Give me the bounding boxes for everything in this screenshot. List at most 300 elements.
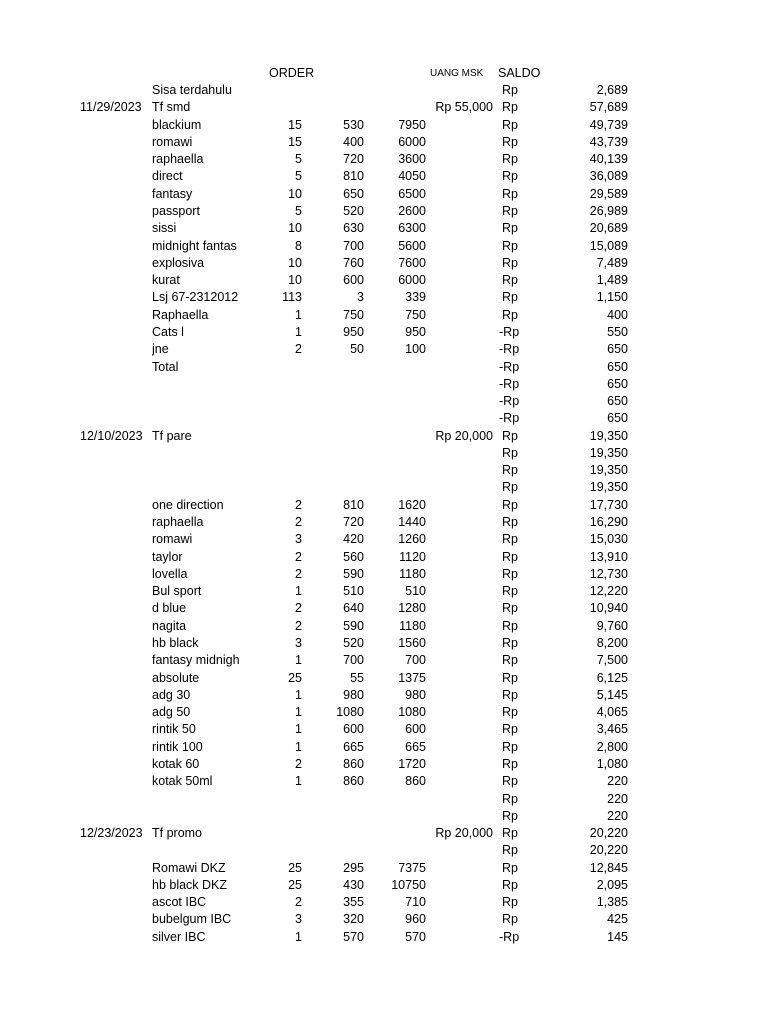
ledger-row	[0, 186, 768, 203]
row-item-name: kotak 50ml	[152, 774, 213, 789]
row-price: 55	[350, 670, 364, 685]
row-item-name: Romawi DKZ	[152, 860, 226, 875]
row-item-name: Total	[152, 359, 179, 374]
row-item-name: fantasy midnigh	[152, 653, 240, 668]
row-currency: Rp	[502, 877, 518, 892]
row-currency: Rp	[502, 204, 518, 218]
row-balance: 19,350	[589, 445, 628, 460]
ledger-row	[0, 82, 768, 99]
row-currency: -Rp	[499, 359, 520, 374]
row-item-name: adg 30	[152, 687, 191, 702]
row-price: 630	[343, 221, 364, 236]
ledger-row	[0, 911, 768, 928]
ledger-row	[0, 255, 768, 272]
row-balance: 5,145	[596, 687, 628, 702]
row-amount: 2600	[398, 204, 426, 218]
row-currency: Rp	[502, 843, 518, 858]
row-balance: 40,139	[589, 152, 628, 167]
ledger-row	[0, 99, 768, 116]
ledger-row	[0, 687, 768, 704]
row-price: 665	[343, 739, 364, 754]
row-qty: 15	[288, 134, 302, 149]
row-currency: Rp	[502, 445, 518, 460]
row-qty: 3	[295, 532, 302, 547]
row-item-name: Raphaella	[152, 307, 209, 322]
row-item-name: Sisa terdahulu	[152, 83, 232, 97]
row-amount: 3600	[398, 152, 426, 167]
row-amount: 7375	[398, 860, 426, 875]
row-balance: 17,730	[589, 497, 628, 512]
row-qty: 25	[288, 670, 302, 685]
row-currency: Rp	[502, 169, 518, 184]
row-currency: Rp	[502, 860, 518, 875]
row-item-name: explosiva	[152, 255, 205, 270]
row-balance: 15,030	[589, 532, 628, 547]
row-amount: 700	[405, 653, 426, 668]
ledger-row	[0, 842, 768, 859]
row-amount: 1280	[398, 601, 426, 616]
row-amount: 665	[405, 739, 426, 754]
row-amount: 1560	[398, 636, 426, 650]
row-currency: Rp	[502, 636, 518, 650]
row-amount: 4050	[398, 169, 426, 184]
row-price: 520	[343, 204, 364, 218]
row-qty: 2	[295, 756, 302, 771]
row-balance: 15,089	[589, 238, 628, 253]
row-price: 590	[343, 618, 364, 633]
row-currency: Rp	[502, 791, 518, 806]
ledger-row	[0, 428, 768, 445]
row-price: 560	[343, 549, 364, 564]
row-balance: 49,739	[589, 117, 628, 132]
row-currency: Rp	[502, 653, 518, 668]
row-qty: 1	[295, 584, 302, 599]
row-balance: 7,500	[596, 653, 628, 668]
row-amount: 1260	[398, 532, 426, 547]
row-amount: 6500	[398, 186, 426, 201]
row-item-name: rintik 50	[152, 722, 196, 737]
row-qty: 2	[295, 895, 302, 910]
row-currency: Rp	[502, 549, 518, 564]
row-qty: 10	[288, 221, 302, 236]
row-balance: 2,800	[596, 739, 628, 754]
row-item-name: Tf promo	[152, 826, 203, 840]
row-qty: 1	[295, 774, 302, 789]
row-qty: 2	[295, 566, 302, 581]
row-price: 650	[343, 186, 364, 201]
row-amount: 1180	[399, 566, 426, 581]
ledger-row	[0, 410, 768, 427]
row-amount: 6000	[398, 134, 426, 149]
ledger-row	[0, 393, 768, 410]
row-balance: 7,489	[596, 255, 628, 270]
row-price: 640	[343, 601, 364, 616]
ledger-row	[0, 756, 768, 773]
row-qty: 3	[295, 636, 302, 650]
row-currency: -Rp	[499, 411, 520, 426]
row-date: 12/10/2023	[80, 428, 143, 443]
ledger-row	[0, 894, 768, 911]
row-qty: 2	[295, 601, 302, 616]
row-amount: 6000	[398, 273, 426, 288]
ledger-row	[0, 289, 768, 306]
row-amount: 570	[405, 929, 426, 944]
row-amount: 860	[405, 774, 426, 789]
row-balance: 36,089	[589, 169, 628, 184]
row-qty: 1	[295, 722, 302, 737]
row-balance: 20,220	[589, 843, 628, 858]
row-currency: Rp	[502, 756, 518, 771]
ledger-row	[0, 670, 768, 687]
ledger-row	[0, 860, 768, 877]
ledger-row	[0, 445, 768, 462]
ledger-row	[0, 341, 768, 358]
row-balance: 19,350	[589, 480, 628, 495]
row-price: 320	[343, 912, 364, 927]
row-balance: 650	[607, 411, 628, 426]
ledger-row	[0, 739, 768, 756]
ledger-row	[0, 549, 768, 566]
row-amount: 1080	[398, 705, 426, 720]
row-currency: Rp	[502, 566, 518, 581]
row-qty: 5	[295, 169, 302, 184]
row-item-name: nagita	[152, 618, 187, 633]
row-qty: 2	[295, 497, 302, 512]
row-money-in: Rp 20,000	[435, 826, 493, 840]
row-balance: 2,689	[596, 83, 628, 97]
row-qty: 5	[295, 152, 302, 167]
ledger-row	[0, 721, 768, 738]
row-balance: 220	[607, 808, 628, 823]
row-currency: Rp	[502, 290, 518, 305]
row-balance: 26,989	[589, 204, 628, 218]
row-currency: Rp	[502, 722, 518, 737]
row-currency: Rp	[502, 774, 518, 789]
row-currency: -Rp	[499, 394, 520, 408]
row-price: 810	[343, 497, 364, 512]
row-item-name: adg 50	[152, 705, 191, 720]
ledger-row	[0, 514, 768, 531]
row-item-name: lovella	[152, 566, 188, 581]
ledger-row	[0, 203, 768, 220]
row-item-name: raphaella	[152, 515, 204, 529]
ledger-row	[0, 583, 768, 600]
row-price: 600	[343, 722, 364, 737]
row-price: 700	[343, 653, 364, 668]
row-currency: Rp	[502, 152, 518, 167]
row-balance: 425	[607, 912, 628, 927]
row-qty: 1	[295, 307, 302, 322]
row-qty: 3	[295, 912, 302, 927]
row-qty: 113	[282, 290, 302, 305]
ledger-row	[0, 652, 768, 669]
row-item-name: taylor	[152, 549, 183, 564]
row-price: 600	[343, 273, 364, 288]
row-item-name: absolute	[152, 670, 200, 685]
row-price: 430	[343, 877, 364, 892]
row-amount: 950	[405, 324, 426, 339]
ledger-row	[0, 220, 768, 237]
row-balance: 650	[607, 376, 628, 391]
row-currency: Rp	[502, 255, 518, 270]
row-qty: 5	[295, 204, 302, 218]
row-balance: 400	[607, 307, 628, 322]
row-balance: 4,065	[596, 705, 628, 720]
row-currency: Rp	[502, 238, 518, 253]
row-currency: Rp	[502, 739, 518, 754]
row-currency: Rp	[502, 83, 518, 97]
row-balance: 13,910	[589, 549, 628, 564]
row-qty: 2	[295, 515, 302, 529]
row-amount: 960	[405, 912, 426, 927]
row-balance: 220	[607, 791, 628, 806]
row-item-name: raphaella	[152, 152, 204, 167]
row-qty: 1	[295, 739, 302, 754]
row-currency: Rp	[502, 826, 518, 840]
row-item-name: ascot IBC	[152, 895, 207, 910]
row-balance: 650	[607, 359, 628, 374]
row-price: 980	[343, 687, 364, 702]
row-balance: 19,350	[589, 428, 628, 443]
ledger-row	[0, 566, 768, 583]
row-currency: Rp	[502, 532, 518, 547]
row-amount: 5600	[398, 238, 426, 253]
row-price: 720	[343, 515, 364, 529]
ledger-row	[0, 479, 768, 496]
row-amount: 6300	[398, 221, 426, 236]
row-price: 860	[343, 774, 364, 789]
row-balance: 20,689	[589, 221, 628, 236]
row-currency: Rp	[502, 584, 518, 599]
row-qty: 2	[295, 342, 302, 357]
row-price: 295	[343, 860, 364, 875]
row-amount: 750	[405, 307, 426, 322]
row-qty: 1	[295, 687, 302, 702]
row-currency: Rp	[502, 687, 518, 702]
ledger-row	[0, 168, 768, 185]
row-currency: Rp	[502, 117, 518, 132]
row-balance: 16,290	[589, 515, 628, 529]
row-qty: 8	[295, 238, 302, 253]
row-price: 760	[343, 255, 364, 270]
row-currency: Rp	[502, 912, 518, 927]
row-amount: 1120	[399, 549, 426, 564]
ledger-row	[0, 238, 768, 255]
row-amount: 600	[405, 722, 426, 737]
row-qty: 25	[288, 860, 302, 875]
row-currency: Rp	[502, 428, 518, 443]
row-balance: 1,385	[596, 895, 628, 910]
row-item-name: one direction	[152, 497, 224, 512]
row-balance: 12,220	[589, 584, 628, 599]
row-price: 520	[343, 636, 364, 650]
row-currency: Rp	[502, 307, 518, 322]
row-price: 810	[343, 169, 364, 184]
row-price: 400	[343, 134, 364, 149]
ledger-row	[0, 877, 768, 894]
row-price: 420	[343, 532, 364, 547]
row-money-in: Rp 55,000	[435, 100, 493, 115]
row-balance: 9,760	[596, 618, 628, 633]
row-item-name: Bul sport	[152, 584, 202, 599]
row-price: 510	[343, 584, 364, 599]
row-currency: Rp	[502, 100, 518, 115]
row-currency: Rp	[502, 895, 518, 910]
row-balance: 2,095	[596, 877, 628, 892]
ledger-row	[0, 376, 768, 393]
row-price: 750	[343, 307, 364, 322]
row-currency: Rp	[502, 808, 518, 823]
ledger-row	[0, 359, 768, 376]
row-balance: 1,489	[596, 273, 628, 288]
row-qty: 1	[295, 929, 302, 944]
row-price: 1080	[336, 705, 364, 720]
row-amount: 7950	[398, 117, 426, 132]
ledger-row	[0, 497, 768, 514]
row-price: 590	[343, 566, 364, 581]
row-balance: 29,589	[589, 186, 628, 201]
row-balance: 43,739	[589, 134, 628, 149]
ledger-row	[0, 929, 768, 946]
row-balance: 6,125	[596, 670, 628, 685]
row-currency: Rp	[502, 618, 518, 633]
row-currency: Rp	[502, 134, 518, 149]
row-item-name: Lsj 67-2312012	[152, 290, 239, 305]
row-balance: 1,080	[596, 756, 628, 771]
row-amount: 10750	[391, 877, 426, 892]
row-balance: 19,350	[589, 463, 628, 478]
row-item-name: romawi	[152, 532, 193, 547]
row-balance: 10,940	[589, 601, 628, 616]
row-currency: -Rp	[499, 929, 520, 944]
row-currency: -Rp	[499, 324, 520, 339]
row-price: 355	[343, 895, 364, 910]
ledger-row	[0, 531, 768, 548]
row-price: 3	[357, 290, 364, 305]
row-amount: 980	[405, 687, 426, 702]
row-amount: 1180	[399, 618, 426, 633]
row-item-name: sissi	[152, 221, 177, 236]
row-item-name: rintik 100	[152, 739, 203, 754]
ledger-row	[0, 791, 768, 808]
ledger-row	[0, 324, 768, 341]
row-item-name: blackium	[152, 117, 202, 132]
row-amount: 7600	[398, 255, 426, 270]
ledger-row	[0, 825, 768, 842]
ledger-row	[0, 151, 768, 168]
ledger-row	[0, 117, 768, 134]
row-qty: 1	[295, 653, 302, 668]
row-qty: 2	[295, 618, 302, 633]
row-item-name: silver IBC	[152, 929, 206, 944]
row-item-name: d blue	[152, 601, 187, 616]
header-saldo: SALDO	[498, 66, 541, 80]
row-balance: 12,730	[589, 566, 628, 581]
row-balance: 20,220	[589, 826, 628, 840]
row-date: 12/23/2023	[80, 826, 143, 840]
row-amount: 339	[405, 290, 426, 305]
ledger-row	[0, 307, 768, 324]
row-currency: Rp	[502, 186, 518, 201]
row-currency: Rp	[502, 515, 518, 529]
row-money-in: Rp 20,000	[435, 428, 493, 443]
row-item-name: fantasy	[152, 186, 193, 201]
row-qty: 15	[288, 117, 302, 132]
row-qty: 10	[288, 186, 302, 201]
row-item-name: kotak 60	[152, 756, 200, 771]
row-amount: 1720	[398, 756, 426, 771]
row-item-name: direct	[152, 169, 183, 184]
ledger-row	[0, 272, 768, 289]
row-item-name: romawi	[152, 134, 193, 149]
row-item-name: hb black	[152, 636, 199, 650]
row-currency: -Rp	[499, 342, 520, 357]
row-currency: Rp	[502, 480, 518, 495]
row-price: 860	[343, 756, 364, 771]
row-item-name: bubelgum IBC	[152, 912, 232, 927]
ledger-row	[0, 773, 768, 790]
row-balance: 650	[607, 394, 628, 408]
row-qty: 10	[288, 273, 302, 288]
row-item-name: jne	[152, 342, 169, 357]
row-amount: 100	[405, 342, 426, 357]
row-balance: 57,689	[589, 100, 628, 115]
row-price: 530	[343, 117, 364, 132]
row-item-name: kurat	[152, 273, 180, 288]
row-price: 720	[343, 152, 364, 167]
row-balance: 220	[607, 774, 628, 789]
row-price: 950	[343, 324, 364, 339]
row-currency: Rp	[502, 221, 518, 236]
row-balance: 12,845	[589, 860, 628, 875]
row-date: 11/29/2023	[80, 100, 142, 115]
row-qty: 2	[295, 549, 302, 564]
row-amount: 710	[405, 895, 426, 910]
row-price: 50	[350, 342, 364, 357]
row-balance: 3,465	[596, 722, 628, 737]
row-item-name: Cats l	[152, 324, 184, 339]
row-balance: 550	[607, 324, 628, 339]
row-amount: 1375	[398, 670, 426, 685]
row-currency: Rp	[502, 463, 518, 478]
row-qty: 1	[295, 705, 302, 720]
row-currency: Rp	[502, 705, 518, 720]
row-balance: 145	[607, 929, 628, 944]
row-currency: Rp	[502, 601, 518, 616]
row-qty: 25	[288, 877, 302, 892]
row-price: 700	[343, 238, 364, 253]
row-balance: 1,150	[596, 290, 628, 305]
row-qty: 1	[295, 324, 302, 339]
row-amount: 1440	[398, 515, 426, 529]
header-order: ORDER	[269, 66, 315, 80]
row-balance: 8,200	[596, 636, 628, 650]
ledger-row	[0, 704, 768, 721]
ledger-row	[0, 618, 768, 635]
ledger-row	[0, 808, 768, 825]
row-item-name: Tf pare	[152, 428, 192, 443]
ledger-row	[0, 635, 768, 652]
row-currency: Rp	[502, 273, 518, 288]
row-amount: 1620	[398, 497, 426, 512]
row-currency: -Rp	[499, 376, 520, 391]
row-item-name: midnight fantas	[152, 238, 237, 253]
header-uang-msk: UANG MSK	[430, 68, 484, 79]
row-qty: 10	[288, 255, 302, 270]
ledger-row	[0, 462, 768, 479]
row-balance: 650	[607, 342, 628, 357]
ledger-row	[0, 600, 768, 617]
